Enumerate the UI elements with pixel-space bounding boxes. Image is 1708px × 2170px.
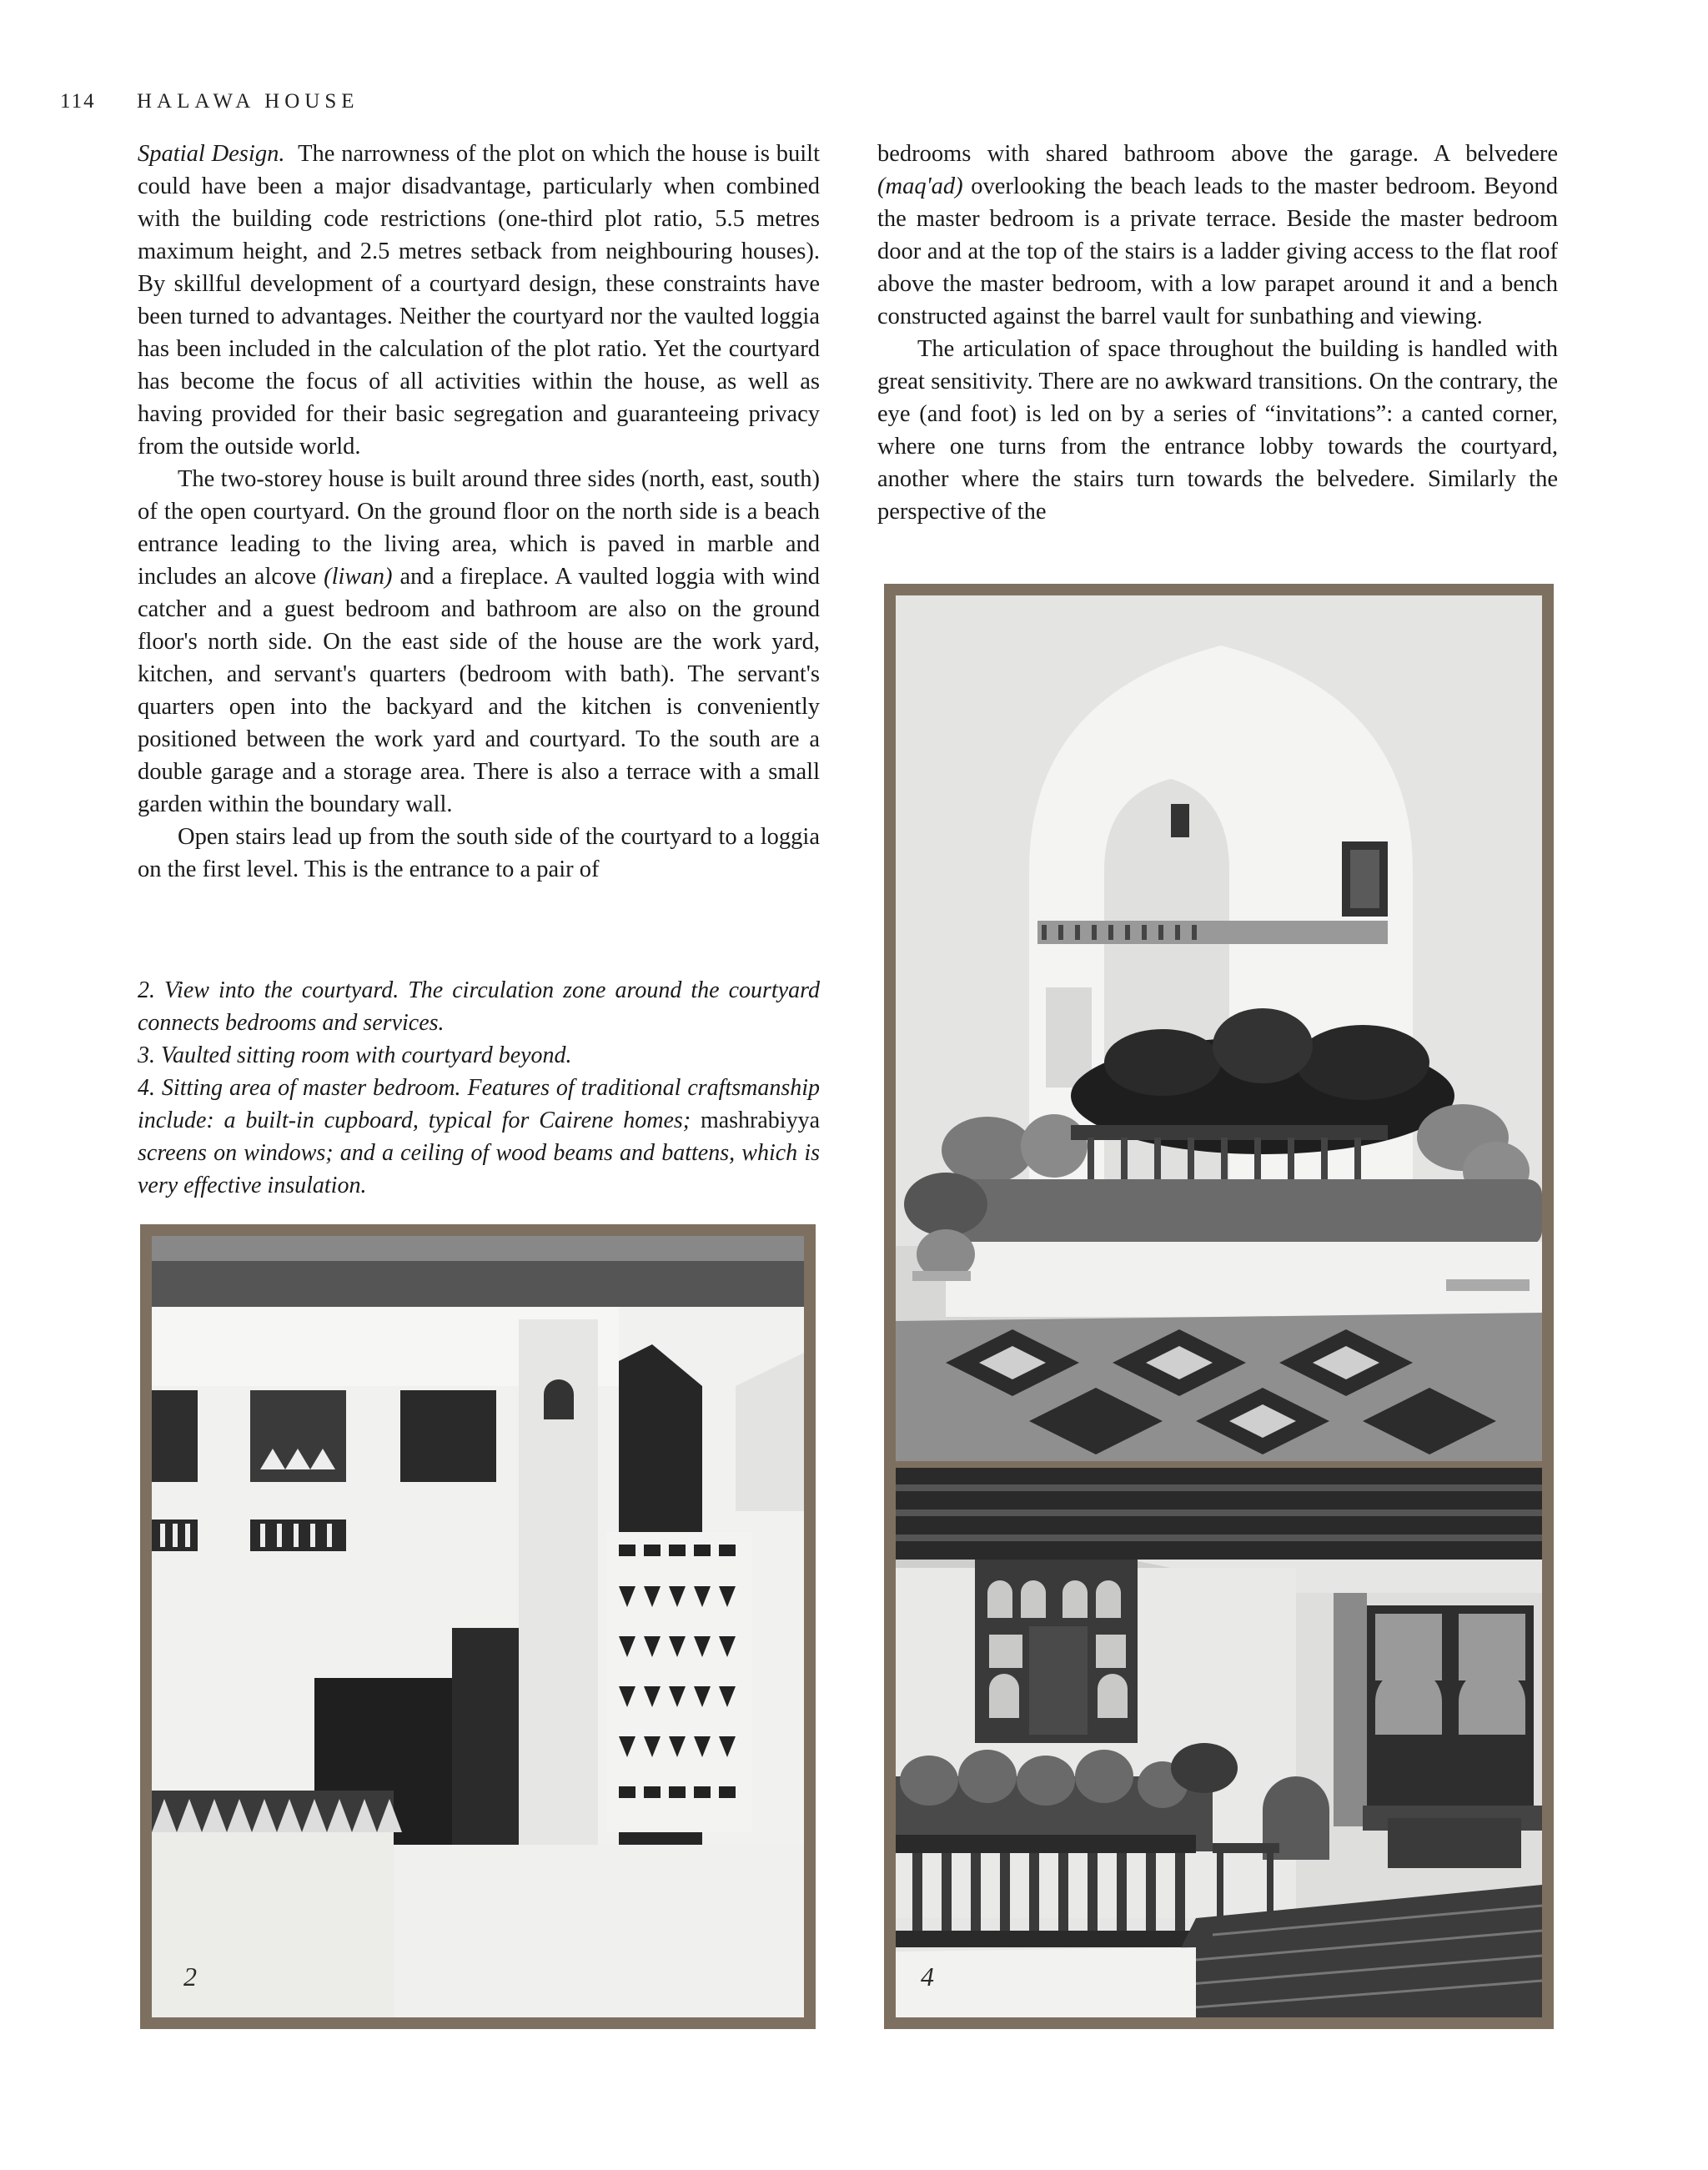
photo-sitting-room-frame	[884, 584, 1554, 1468]
term-maqad: (maq'ad)	[877, 173, 963, 199]
vaulted-sitting-room-photo	[896, 595, 1542, 1461]
caption-2: 2. View into the courtyard. The circulation zone around the courtyard connects bedrooms and services.	[138, 977, 820, 1036]
running-title: HALAWA HOUSE	[137, 90, 359, 113]
paragraph-bedrooms	[877, 138, 1558, 333]
paragraph-text: overlooking the beach leads to the master bedroom. Beyond the master bedroom is a private terrace. Beside the master bedroom door and at the top of the stairs is a ladder giving access to the flat roof above the master bedroom, with a low parapet around it and a bench constructed against the barrel vault for sunbathing and viewing.	[877, 173, 1558, 329]
run-in-heading: Spatial Design.	[138, 141, 285, 167]
paragraph-text: bedrooms with shared bathroom above the garage. A belvedere	[877, 141, 1558, 167]
term-liwan: (liwan)	[324, 564, 393, 590]
right-text-column	[877, 138, 1558, 528]
paragraph-layout	[138, 463, 820, 821]
paragraph-spatial-design	[138, 138, 820, 463]
paragraph-text: and a fireplace. A vaulted loggia with wind catcher and a guest bedroom and bathroom are also on the ground floor's north side. On the east side of the house are the work yard, kitchen, and servant's quarters (bedroom with bath). The servant's quarters open into the backyard and the kitchen is conveniently positioned between the work yard and courtyard. To the south are a double garage and a storage area. There is also a terrace with a small garden within the boundary wall.	[138, 564, 820, 817]
plate-number-2: 2	[183, 1962, 197, 1992]
paragraph-stairs: Open stairs lead up from the south side of the courtyard to a loggia on the first level. This is the entrance to a pair of	[138, 824, 820, 882]
plate-number-4: 4	[921, 1962, 934, 1992]
caption-4	[138, 1072, 820, 1202]
photo-master-bedroom-frame	[884, 1461, 1554, 2029]
caption-text: screens on windows; and a ceiling of wood beams and battens, which is very effective insulation.	[138, 1140, 820, 1198]
page-number: 114	[60, 90, 96, 113]
paragraph-articulation: The articulation of space throughout the building is handled with great sensitivity. There are no awkward transitions. On the contrary, the eye (and foot) is led on by a series of “invitations”: a canted corner, where one turns from the entrance lobby towards the courtyard, another where the stairs turn towards the belvedere. Similarly the perspective of the	[877, 336, 1558, 525]
paragraph-text: The narrowness of the plot on which the house is built could have been a major disadvantage, particularly when combined with the building code restrictions (one-third plot ratio, 5.5 metres maximum height, and 2.5 metres setback from neighbouring houses). By skillful development of a courtyard design, these constraints have been turned to advantages. Neither the courtyard nor the vaulted loggia has been included in the calculation of the plot ratio. Yet the courtyard has become the focus of all activities within the house, as well as having provided for their basic segregation and guaranteeing privacy from the outside world.	[138, 141, 820, 460]
caption-text: 4. Sitting area of master bedroom. Features of traditional craftsmanship include: a built-in cupboard, typical for Cairene homes;	[138, 1075, 820, 1133]
master-bedroom-photo	[896, 1468, 1542, 2017]
courtyard-photo	[152, 1236, 804, 2017]
caption-3: 3. Vaulted sitting room with courtyard beyond.	[138, 1042, 572, 1068]
paragraph-text: The two-storey house is built around three sides (north, east, south) of the open courtyard. On the ground floor on the north side is a beach entrance leading to the living area, which is paved in marble and includes an alcove	[138, 466, 820, 590]
term-mashrabiyya: mashrabiyya	[700, 1108, 821, 1133]
photo-courtyard-frame	[140, 1224, 816, 2029]
running-head	[60, 90, 359, 120]
left-text-column	[138, 138, 820, 886]
figure-captions	[138, 974, 820, 1202]
